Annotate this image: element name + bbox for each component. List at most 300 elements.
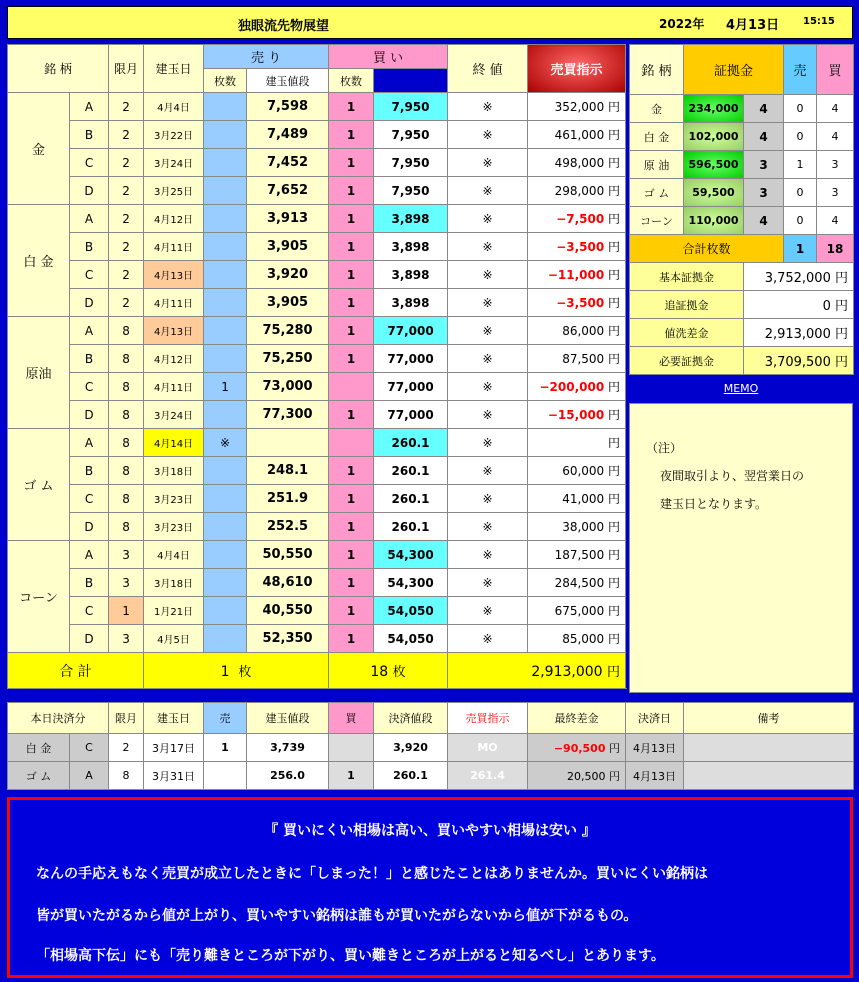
settle-row	[8, 734, 854, 762]
sell-count	[204, 541, 247, 569]
header-year: 2022年	[659, 17, 705, 31]
side-col-shokokin: 証拠金	[684, 45, 784, 95]
open-date: 1月21日	[144, 597, 204, 625]
sell-count	[204, 513, 247, 541]
total-sell: 1 枚	[144, 653, 329, 689]
settle-col: 建玉値段	[247, 703, 329, 734]
settle-signal: 261.4	[448, 762, 528, 790]
buy-count: 1	[329, 205, 374, 233]
margin-units: 4	[744, 207, 784, 235]
close-price: 54,300	[374, 569, 448, 597]
close-price: 3,898	[374, 289, 448, 317]
trade-signal: ※	[448, 317, 528, 345]
buy-count: 1	[329, 261, 374, 289]
summary-value: 3,709,500 円	[744, 347, 854, 375]
contract-month: 3	[109, 541, 144, 569]
contract-code: B	[70, 569, 109, 597]
position-row	[8, 625, 626, 653]
margin-buy: 4	[817, 207, 854, 235]
sell-count	[204, 485, 247, 513]
col-gendo: 限月	[109, 45, 144, 93]
open-date: 4月12日	[144, 345, 204, 373]
close-price: 54,050	[374, 625, 448, 653]
margin-sell: 0	[784, 123, 817, 151]
margin-table	[629, 44, 854, 375]
sell-count	[204, 205, 247, 233]
margin-row	[630, 179, 854, 207]
mark-to-market: −11,000 円	[528, 261, 626, 289]
contract-month: 8	[109, 485, 144, 513]
col-sell-maisu: 枚数	[204, 69, 247, 93]
mark-to-market: 498,000 円	[528, 149, 626, 177]
settle-col: 限月	[109, 703, 144, 734]
settle-sell: 1	[204, 734, 247, 762]
close-price: 77,000	[374, 345, 448, 373]
buy-count: 1	[329, 569, 374, 597]
contract-code: C	[70, 373, 109, 401]
total-label: 合 計	[8, 653, 144, 689]
contract-month: 8	[109, 513, 144, 541]
trade-signal: ※	[448, 485, 528, 513]
settle-commodity: 白 金	[8, 734, 70, 762]
close-price: 260.1	[374, 513, 448, 541]
sell-count	[204, 625, 247, 653]
quote-line: 皆が買いたがるから値が上がり、買いやすい銘柄は誰もが買いたがらないから値が下がるもの。	[36, 908, 638, 924]
margin-row	[630, 123, 854, 151]
trade-signal: ※	[448, 289, 528, 317]
open-price: 75,280	[247, 317, 329, 345]
contract-month: 2	[109, 205, 144, 233]
total-buy: 18 枚	[329, 653, 448, 689]
trade-signal: ※	[448, 401, 528, 429]
buy-count: 1	[329, 233, 374, 261]
position-row	[8, 149, 626, 177]
memo-note-line: 建玉日となります。	[660, 497, 768, 511]
contract-code: B	[70, 121, 109, 149]
trade-signal: ※	[448, 177, 528, 205]
open-price: 3,905	[247, 233, 329, 261]
margin-buy: 3	[817, 179, 854, 207]
open-price: 52,350	[247, 625, 329, 653]
contract-code: D	[70, 401, 109, 429]
settle-col: 売買指示	[448, 703, 528, 734]
margin-amount: 102,000	[684, 123, 744, 151]
contract-month: 8	[109, 345, 144, 373]
margin-units: 4	[744, 95, 784, 123]
sell-count	[204, 597, 247, 625]
col-baibai-shiji: 売買指示	[528, 45, 626, 93]
mark-to-market: 87,500 円	[528, 345, 626, 373]
trade-signal: ※	[448, 121, 528, 149]
sell-count: 1	[204, 373, 247, 401]
sell-count	[204, 289, 247, 317]
contract-month: 3	[109, 569, 144, 597]
trade-signal: ※	[448, 625, 528, 653]
mark-to-market: 298,000 円	[528, 177, 626, 205]
position-row	[8, 541, 626, 569]
summary-label: 値洗差金	[630, 319, 744, 347]
settle-open-price: 3,739	[247, 734, 329, 762]
open-date: 4月4日	[144, 541, 204, 569]
mark-to-market: −3,500 円	[528, 289, 626, 317]
side-total-label: 合計枚数	[630, 235, 784, 263]
sell-count: ※	[204, 429, 247, 457]
contract-code: C	[70, 485, 109, 513]
position-row	[8, 93, 626, 121]
open-price: 7,489	[247, 121, 329, 149]
header-date: 4月13日	[726, 18, 780, 33]
contract-code: C	[70, 149, 109, 177]
margin-summary-row	[630, 347, 854, 375]
side-total-sell: 1	[784, 235, 817, 263]
sell-count	[204, 93, 247, 121]
col-tategyokubi: 建玉日	[144, 45, 204, 93]
settlement-table	[7, 702, 854, 790]
trade-signal: ※	[448, 261, 528, 289]
contract-code: D	[70, 513, 109, 541]
mark-to-market: −15,000 円	[528, 401, 626, 429]
mark-to-market: 円	[528, 429, 626, 457]
settle-date: 4月13日	[626, 734, 684, 762]
summary-value: 0 円	[744, 291, 854, 319]
position-row	[8, 233, 626, 261]
quote-title: 『 買いにくい相場は高い、買いやすい相場は安い 』	[264, 823, 596, 839]
margin-sell: 1	[784, 151, 817, 179]
mark-to-market: 60,000 円	[528, 457, 626, 485]
margin-amount: 59,500	[684, 179, 744, 207]
sell-count	[204, 121, 247, 149]
buy-count: 1	[329, 121, 374, 149]
close-price: 7,950	[374, 93, 448, 121]
contract-code: C	[70, 261, 109, 289]
settle-commodity: ゴ ム	[8, 762, 70, 790]
settle-close-price: 260.1	[374, 762, 448, 790]
open-date: 4月4日	[144, 93, 204, 121]
trade-signal: ※	[448, 457, 528, 485]
close-price: 77,000	[374, 373, 448, 401]
mark-to-market: −200,000 円	[528, 373, 626, 401]
settle-date: 4月13日	[626, 762, 684, 790]
close-price: 54,300	[374, 541, 448, 569]
open-price: 252.5	[247, 513, 329, 541]
mark-to-market: 675,000 円	[528, 597, 626, 625]
sell-count	[204, 177, 247, 205]
position-row	[8, 345, 626, 373]
close-price: 7,950	[374, 149, 448, 177]
contract-code: D	[70, 289, 109, 317]
sell-count	[204, 149, 247, 177]
open-price: 3,913	[247, 205, 329, 233]
trade-signal: ※	[448, 373, 528, 401]
margin-units: 3	[744, 179, 784, 207]
buy-count: 1	[329, 401, 374, 429]
buy-count: 1	[329, 93, 374, 121]
close-price: 7,950	[374, 121, 448, 149]
open-date: 4月14日	[144, 429, 204, 457]
contract-month: 2	[109, 289, 144, 317]
close-price: 3,898	[374, 261, 448, 289]
position-row	[8, 401, 626, 429]
open-price: 50,550	[247, 541, 329, 569]
open-price: 7,452	[247, 149, 329, 177]
position-row	[8, 289, 626, 317]
mark-to-market: 41,000 円	[528, 485, 626, 513]
open-price: 48,610	[247, 569, 329, 597]
trade-signal: ※	[448, 205, 528, 233]
margin-row	[630, 207, 854, 235]
margin-buy: 4	[817, 123, 854, 151]
position-row	[8, 205, 626, 233]
position-row	[8, 457, 626, 485]
open-date: 4月5日	[144, 625, 204, 653]
close-price: 3,898	[374, 205, 448, 233]
settle-final-diff: 20,500 円	[528, 762, 626, 790]
buy-count: 1	[329, 513, 374, 541]
close-price: 260.1	[374, 429, 448, 457]
trade-signal: ※	[448, 149, 528, 177]
open-price: 73,000	[247, 373, 329, 401]
buy-count: 1	[329, 177, 374, 205]
position-row	[8, 569, 626, 597]
margin-summary-row	[630, 319, 854, 347]
sell-count	[204, 569, 247, 597]
buy-count: 1	[329, 457, 374, 485]
position-row	[8, 373, 626, 401]
sell-count	[204, 317, 247, 345]
margin-sell: 0	[784, 95, 817, 123]
settle-note	[684, 734, 854, 762]
trade-signal: ※	[448, 429, 528, 457]
contract-code: A	[70, 205, 109, 233]
buy-count: 1	[329, 149, 374, 177]
quote-line: なんの手応えもなく売買が成立したときに「しまった！」と感じたことはありませんか。買いにくい銘柄は	[36, 866, 708, 882]
buy-count	[329, 373, 374, 401]
settle-final-diff: −90,500 円	[528, 734, 626, 762]
open-date: 3月22日	[144, 121, 204, 149]
mark-to-market: 187,500 円	[528, 541, 626, 569]
close-price: 77,000	[374, 401, 448, 429]
close-price: 3,898	[374, 233, 448, 261]
col-meigara: 銘 柄	[8, 45, 109, 93]
position-row	[8, 121, 626, 149]
side-col-kai: 買	[817, 45, 854, 95]
open-price: 7,652	[247, 177, 329, 205]
open-date: 3月24日	[144, 401, 204, 429]
summary-value: 2,913,000 円	[744, 319, 854, 347]
settle-col: 建玉日	[144, 703, 204, 734]
settle-code: A	[70, 762, 109, 790]
mark-to-market: 284,500 円	[528, 569, 626, 597]
buy-count: 1	[329, 597, 374, 625]
mark-to-market: 38,000 円	[528, 513, 626, 541]
open-price: 75,250	[247, 345, 329, 373]
margin-sell: 0	[784, 179, 817, 207]
mark-to-market: 86,000 円	[528, 317, 626, 345]
position-row	[8, 261, 626, 289]
close-price: 260.1	[374, 457, 448, 485]
settle-month: 2	[109, 734, 144, 762]
trade-signal: ※	[448, 345, 528, 373]
close-price: 77,000	[374, 317, 448, 345]
sell-count	[204, 233, 247, 261]
col-owarine: 終 値	[448, 45, 528, 93]
open-price: 7,598	[247, 93, 329, 121]
position-row	[8, 317, 626, 345]
buy-count	[329, 429, 374, 457]
contract-month: 8	[109, 457, 144, 485]
contract-code: A	[70, 429, 109, 457]
position-row	[8, 597, 626, 625]
margin-sell: 0	[784, 207, 817, 235]
contract-month: 2	[109, 149, 144, 177]
trade-signal: ※	[448, 569, 528, 597]
open-date: 4月11日	[144, 289, 204, 317]
commodity-name: 白 金	[8, 205, 70, 317]
position-row	[8, 429, 626, 457]
open-date: 4月11日	[144, 373, 204, 401]
settle-code: C	[70, 734, 109, 762]
contract-code: B	[70, 345, 109, 373]
margin-buy: 3	[817, 151, 854, 179]
sell-count	[204, 261, 247, 289]
mark-to-market: −7,500 円	[528, 205, 626, 233]
open-price: 248.1	[247, 457, 329, 485]
buy-count: 1	[329, 345, 374, 373]
sell-count	[204, 401, 247, 429]
margin-buy: 4	[817, 95, 854, 123]
open-price: 40,550	[247, 597, 329, 625]
summary-value: 3,752,000 円	[744, 263, 854, 291]
page-title: 独眼流先物展望	[238, 19, 330, 34]
mark-to-market: 352,000 円	[528, 93, 626, 121]
memo-panel	[629, 403, 853, 693]
settle-note	[684, 762, 854, 790]
trade-signal: ※	[448, 541, 528, 569]
side-col-uri: 売	[784, 45, 817, 95]
margin-amount: 234,000	[684, 95, 744, 123]
col-kai: 買 い	[329, 45, 448, 69]
trade-signal: ※	[448, 513, 528, 541]
contract-month: 2	[109, 121, 144, 149]
contract-code: C	[70, 597, 109, 625]
margin-row	[630, 151, 854, 179]
settle-col: 決済値段	[374, 703, 448, 734]
contract-month: 3	[109, 625, 144, 653]
mark-to-market: −3,500 円	[528, 233, 626, 261]
open-date: 4月13日	[144, 261, 204, 289]
commodity-name: 金	[8, 93, 70, 205]
summary-label: 追証拠金	[630, 291, 744, 319]
memo-note-label: （注）	[646, 441, 683, 455]
open-date: 3月18日	[144, 569, 204, 597]
position-row	[8, 485, 626, 513]
close-price: 7,950	[374, 177, 448, 205]
buy-count: 1	[329, 625, 374, 653]
col-uri: 売 り	[204, 45, 329, 69]
margin-commodity: コーン	[630, 207, 684, 235]
quote-line: 「相場高下伝」にも「売り難きところが下がり、買い難きところが上がると知るべし」とあります。	[36, 948, 665, 964]
summary-label: 必要証拠金	[630, 347, 744, 375]
margin-row	[630, 95, 854, 123]
commodity-name: 原油	[8, 317, 70, 429]
header-time: 15:15	[803, 16, 835, 27]
settle-buy: 1	[329, 762, 374, 790]
sell-count	[204, 345, 247, 373]
margin-amount: 110,000	[684, 207, 744, 235]
open-price: 251.9	[247, 485, 329, 513]
quote-panel	[7, 797, 853, 978]
commodity-name: ゴ ム	[8, 429, 70, 541]
contract-code: A	[70, 93, 109, 121]
open-date: 3月23日	[144, 513, 204, 541]
margin-amount: 596,500	[684, 151, 744, 179]
total-diff: 2,913,000 円	[448, 653, 626, 689]
settle-close-price: 3,920	[374, 734, 448, 762]
close-price: 54,050	[374, 597, 448, 625]
settle-buy	[329, 734, 374, 762]
settle-col: 最終差金	[528, 703, 626, 734]
settle-open-date: 3月31日	[144, 762, 204, 790]
settle-col: 備考	[684, 703, 854, 734]
contract-month: 1	[109, 597, 144, 625]
contract-month: 8	[109, 401, 144, 429]
contract-month: 2	[109, 93, 144, 121]
buy-count: 1	[329, 541, 374, 569]
margin-commodity: 金	[630, 95, 684, 123]
contract-month: 2	[109, 177, 144, 205]
open-date: 3月25日	[144, 177, 204, 205]
commodity-name: コーン	[8, 541, 70, 653]
buy-count: 1	[329, 317, 374, 345]
margin-summary-row	[630, 291, 854, 319]
settle-signal: MO	[448, 734, 528, 762]
mark-to-market: 461,000 円	[528, 121, 626, 149]
col-tategyoku-neban: 建玉値段	[247, 69, 329, 93]
settle-row	[8, 762, 854, 790]
open-date: 4月12日	[144, 205, 204, 233]
buy-count: 1	[329, 485, 374, 513]
memo-note-line: 夜間取引より、翌営業日の	[660, 469, 805, 483]
contract-month: 8	[109, 429, 144, 457]
contract-code: A	[70, 317, 109, 345]
contract-month: 8	[109, 317, 144, 345]
margin-summary-row	[630, 263, 854, 291]
col-buy-maisu: 枚数	[329, 69, 374, 93]
position-row	[8, 513, 626, 541]
margin-commodity: 白 金	[630, 123, 684, 151]
open-date: 3月18日	[144, 457, 204, 485]
margin-units: 3	[744, 151, 784, 179]
open-price	[247, 429, 329, 457]
margin-commodity: 原 油	[630, 151, 684, 179]
header-bar	[7, 6, 853, 39]
settle-open-price: 256.0	[247, 762, 329, 790]
settle-open-date: 3月17日	[144, 734, 204, 762]
memo-link[interactable]: MEMO	[723, 382, 759, 395]
open-date: 4月13日	[144, 317, 204, 345]
positions-table	[7, 44, 626, 689]
contract-month: 2	[109, 233, 144, 261]
contract-code: B	[70, 233, 109, 261]
contract-month: 2	[109, 261, 144, 289]
settle-month: 8	[109, 762, 144, 790]
settle-col: 決済日	[626, 703, 684, 734]
side-total-buy: 18	[817, 235, 854, 263]
margin-commodity: ゴ ム	[630, 179, 684, 207]
sell-count	[204, 457, 247, 485]
open-date: 3月23日	[144, 485, 204, 513]
close-price: 260.1	[374, 485, 448, 513]
